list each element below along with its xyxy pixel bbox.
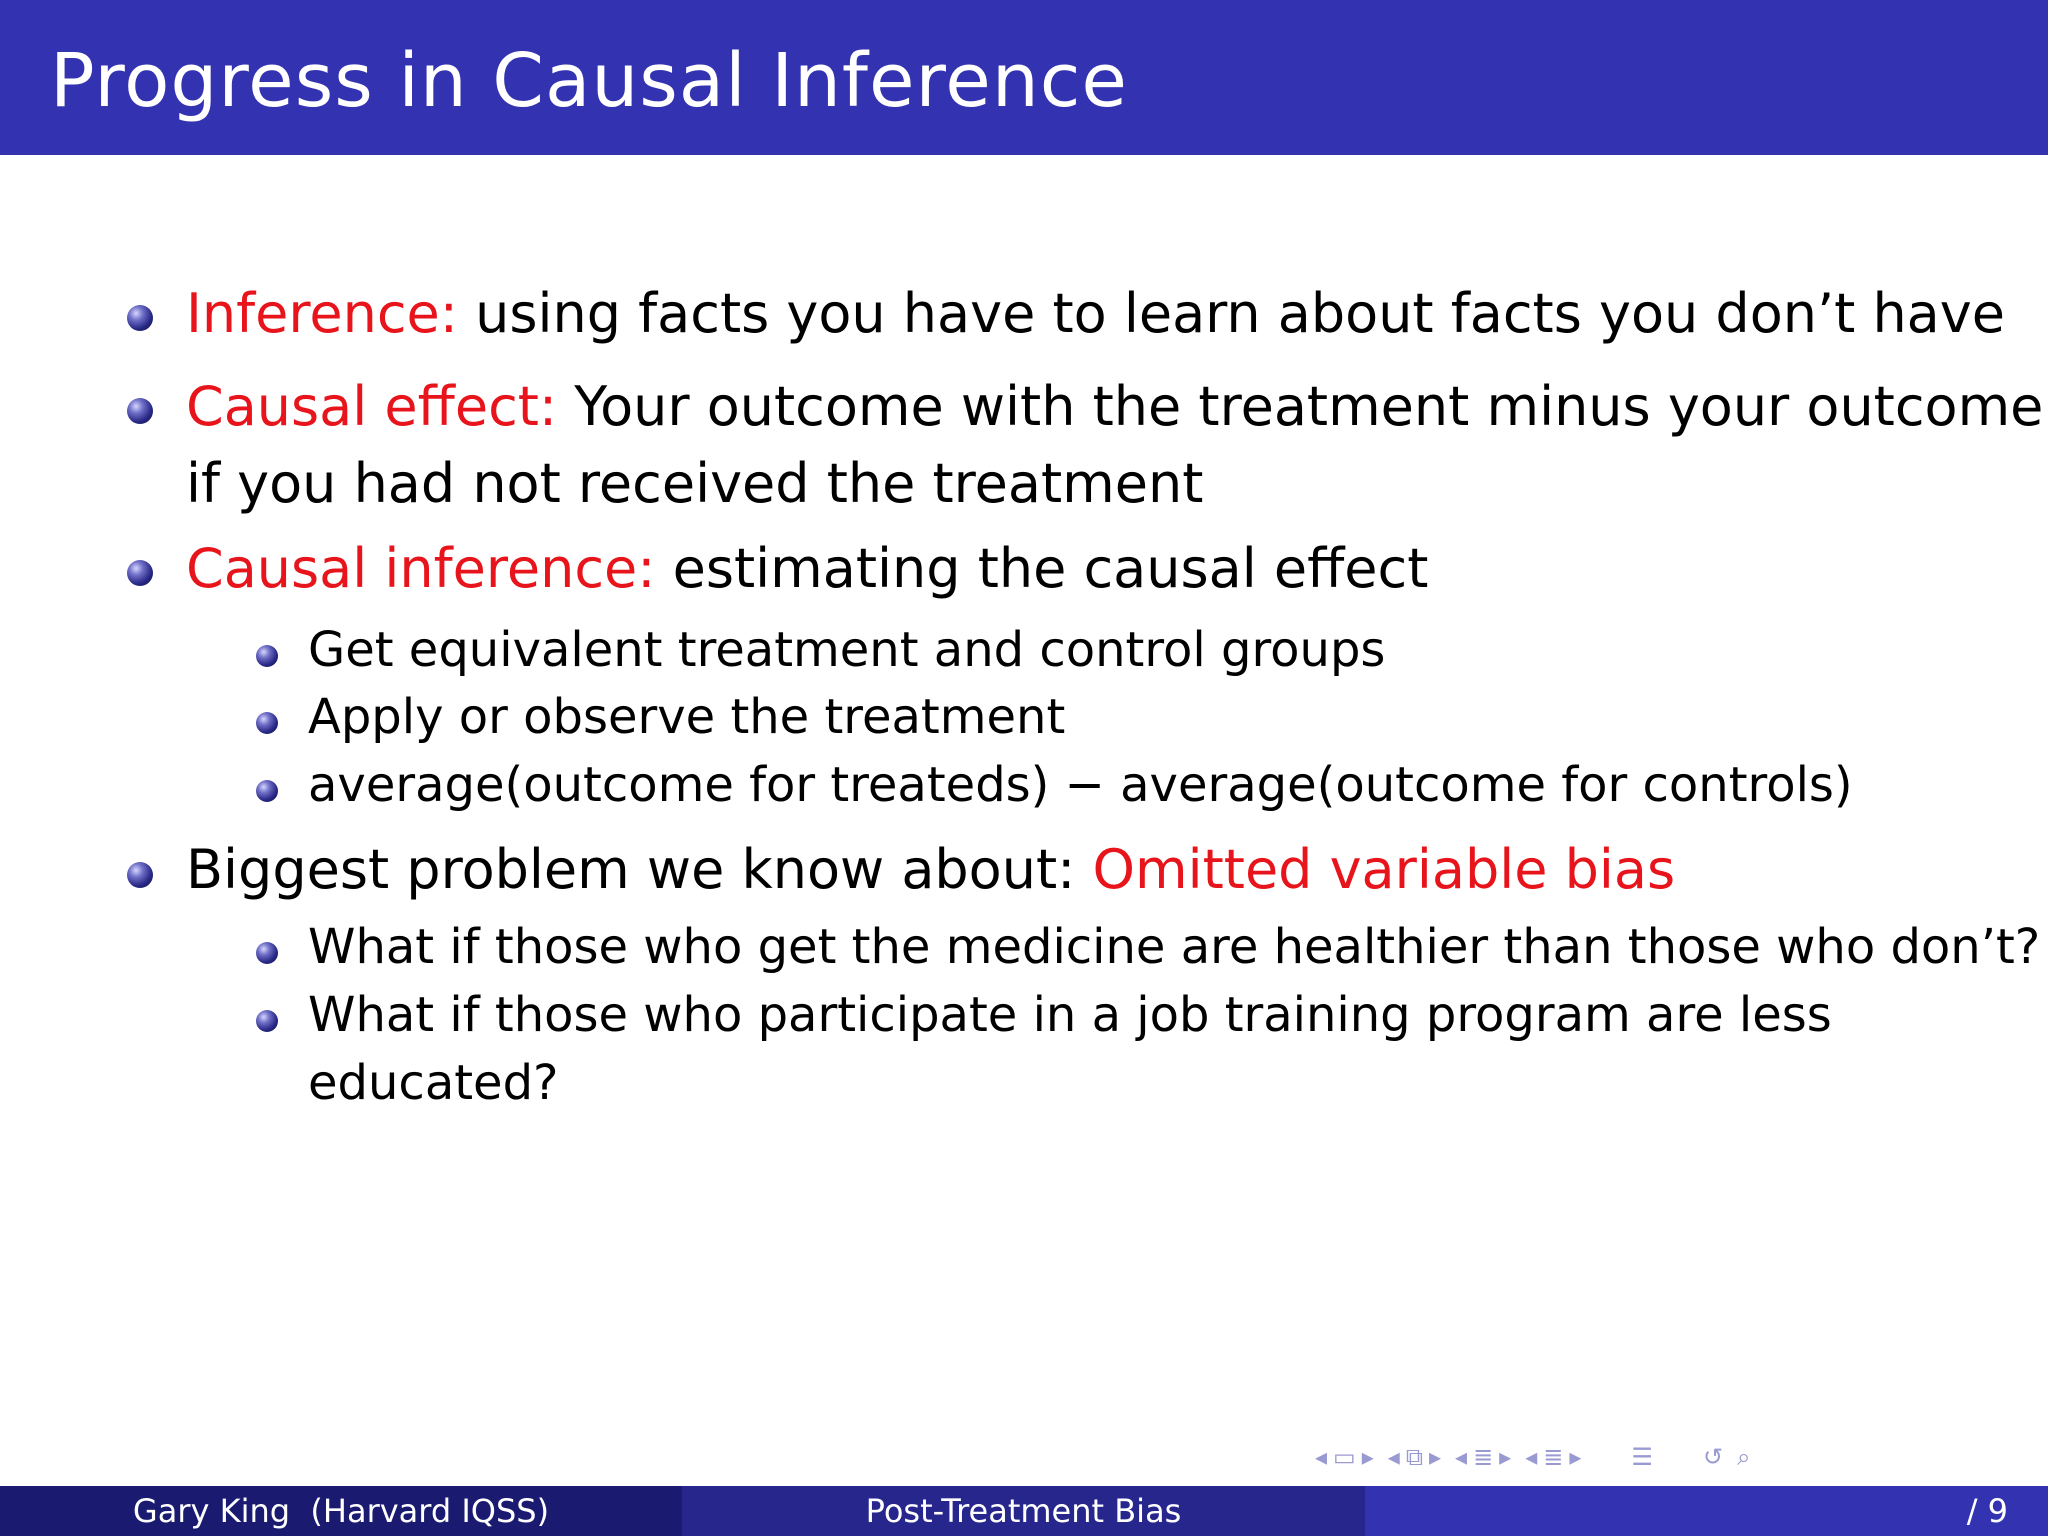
outline-nav[interactable] [1525,1443,1581,1471]
bullet-item-causal-effect [186,375,2043,438]
term-causal-inference: Causal inference: [186,537,656,600]
footer-page-number: / 9 [1365,1486,2048,1536]
problem-text: Biggest problem we know about: [186,838,1076,901]
title-bar [0,0,2048,155]
arrow-left-icon[interactable]: ◂ [1387,1443,1400,1471]
definition-inference: using facts you have to learn about facts you don’t have [475,282,2005,345]
footer-bar [0,1486,2048,1536]
sub-bullet-icon [256,712,278,734]
term-inference: Inference: [186,282,458,345]
sub-item-job-training-example: What if those who participate in a job training program are less [308,987,1832,1043]
section-icon[interactable]: ≣ [1473,1443,1494,1471]
section-nav[interactable] [1455,1443,1511,1471]
sub-item-job-training-example-continued: educated? [308,1055,559,1111]
arrow-right-icon[interactable]: ▸ [1428,1443,1442,1471]
sub-bullet-icon [256,1010,278,1032]
bullet-icon [127,862,153,888]
arrow-left-icon[interactable]: ◂ [1315,1443,1328,1471]
undo-icon[interactable]: ↺ [1702,1443,1724,1471]
definition-causal-inference: estimating the causal effect [672,537,1429,600]
arrow-left-icon[interactable]: ◂ [1525,1443,1538,1471]
sub-item-equivalent-groups: Get equivalent treatment and control groups [308,622,1386,678]
bullet-icon [127,305,153,331]
bullet-icon [127,560,153,586]
navigation-symbols [1315,1440,2035,1474]
frame-nav[interactable] [1315,1443,1374,1471]
sub-item-apply-treatment: Apply or observe the treatment [308,689,1066,745]
definition-causal-effect-continued: if you had not received the treatment [186,452,1204,515]
sub-bullet-icon [256,780,278,802]
bullet-item-inference [186,282,2005,345]
term-causal-effect: Causal effect: [186,375,558,438]
definition-causal-effect: Your outcome with the treatment minus your outcome [574,375,2044,438]
outline-icon[interactable]: ≣ [1543,1443,1564,1471]
search-icon[interactable]: ⌕ [1737,1443,1751,1471]
sub-bullet-icon [256,942,278,964]
subsection-icon[interactable]: ⧉ [1405,1443,1423,1471]
sub-item-medicine-example: What if those who get the medicine are healthier than those who don’t? [308,919,2041,975]
arrow-right-icon[interactable]: ▸ [1499,1443,1512,1471]
sub-bullet-icon [256,645,278,667]
subsection-nav[interactable] [1388,1443,1441,1471]
align-icon[interactable]: ☰ [1631,1443,1653,1471]
bullet-item-biggest-problem [186,838,1675,901]
footer-author: Gary King (Harvard IQSS) [0,1486,682,1536]
slide-title: Progress in Causal Inference [50,38,1128,124]
bullet-item-causal-inference [186,537,1428,600]
arrow-right-icon[interactable]: ▸ [1569,1443,1582,1471]
bullet-icon [127,398,153,424]
arrow-left-icon[interactable]: ◂ [1455,1443,1468,1471]
footer-short-title: Post-Treatment Bias [682,1486,1365,1536]
sub-item-average-difference: average(outcome for treateds) − average(outcome for controls) [308,757,1853,813]
arrow-right-icon[interactable]: ▸ [1361,1443,1374,1471]
frame-icon[interactable]: ▭ [1333,1443,1356,1471]
term-omitted-variable-bias: Omitted variable bias [1092,838,1676,901]
